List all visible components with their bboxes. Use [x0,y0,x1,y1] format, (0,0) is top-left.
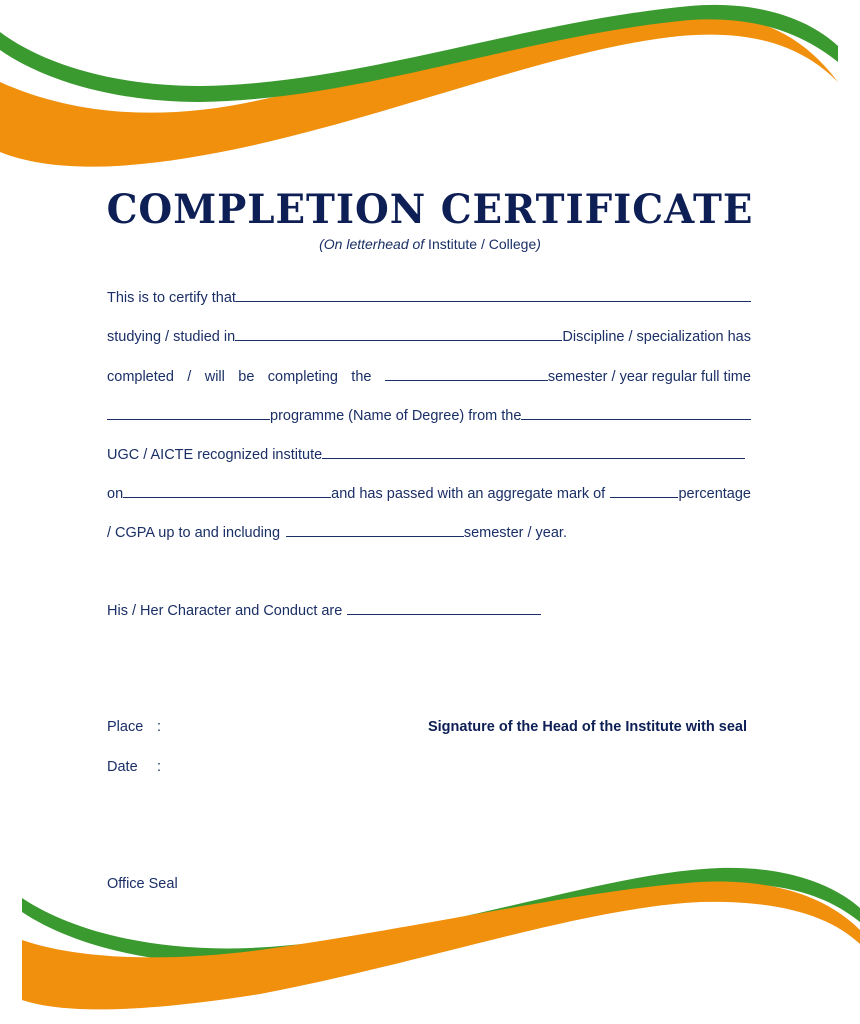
completing-word-6: the [351,369,372,386]
semester-year-text: semester / year. [463,525,567,542]
percentage-text: percentage [678,486,751,503]
recognized-text: UGC / AICTE recognized institute [107,447,323,464]
discipline-blank[interactable] [235,327,562,341]
place-colon: : [157,719,162,735]
aggregate-text: and has passed with an aggregate mark of [331,486,606,503]
completing-word-4: be [238,369,255,386]
student-name-blank[interactable] [236,288,751,302]
character-text: His / Her Character and Conduct are [107,603,343,620]
degree-name-blank[interactable] [107,406,270,420]
date-label: Date [107,759,138,775]
programme-line [107,406,751,424]
signature-label: Signature of the Head of the Institute with seal [427,719,747,735]
cgpa-text: / CGPA up to and including [107,525,281,542]
place-label: Place [107,719,144,735]
subtitle-rest-text: Institute / College [424,236,537,252]
certificate-title: COMPLETION CERTIFICATE [106,186,754,233]
subtitle-close-paren: ) [536,236,541,252]
date-colon: : [157,759,162,775]
character-line [107,601,541,619]
completing-word-3: will [204,369,225,386]
subtitle-open-paren: ( [319,236,324,252]
recognized-institute-blank[interactable] [322,445,745,459]
place-field [107,719,162,735]
completing-line [107,367,751,385]
completing-word-2: / [187,369,192,386]
date-of-passing-blank[interactable] [123,484,331,498]
office-seal-label: Office Seal [107,876,178,892]
completing-word-5: completing [267,369,338,386]
aggregate-line [107,484,751,502]
certificate-subtitle [0,236,860,252]
character-conduct-blank[interactable] [347,601,541,615]
top-swoosh-decoration [0,0,860,180]
programme-text: programme (Name of Degree) from the [270,408,522,425]
semester-blank[interactable] [385,367,548,381]
subtitle-italic-text: On letterhead of [323,236,425,252]
bottom-swoosh-decoration [0,860,860,1024]
cgpa-line [107,523,567,541]
institute-name-blank[interactable] [521,406,751,420]
semester-text: semester / year regular full time [547,369,751,386]
discipline-text: Discipline / specialization has [562,329,751,346]
on-text: on [107,486,124,503]
completing-word-1: completed [107,369,174,386]
certify-line [107,288,751,306]
certify-text: This is to certify that [107,290,236,307]
studying-text: studying / studied in [107,329,236,346]
semester-year-blank[interactable] [286,523,464,537]
studying-line [107,327,751,345]
semester-group [385,367,751,385]
recognized-line [107,445,745,463]
date-field [107,759,162,775]
aggregate-mark-blank[interactable] [610,484,678,498]
